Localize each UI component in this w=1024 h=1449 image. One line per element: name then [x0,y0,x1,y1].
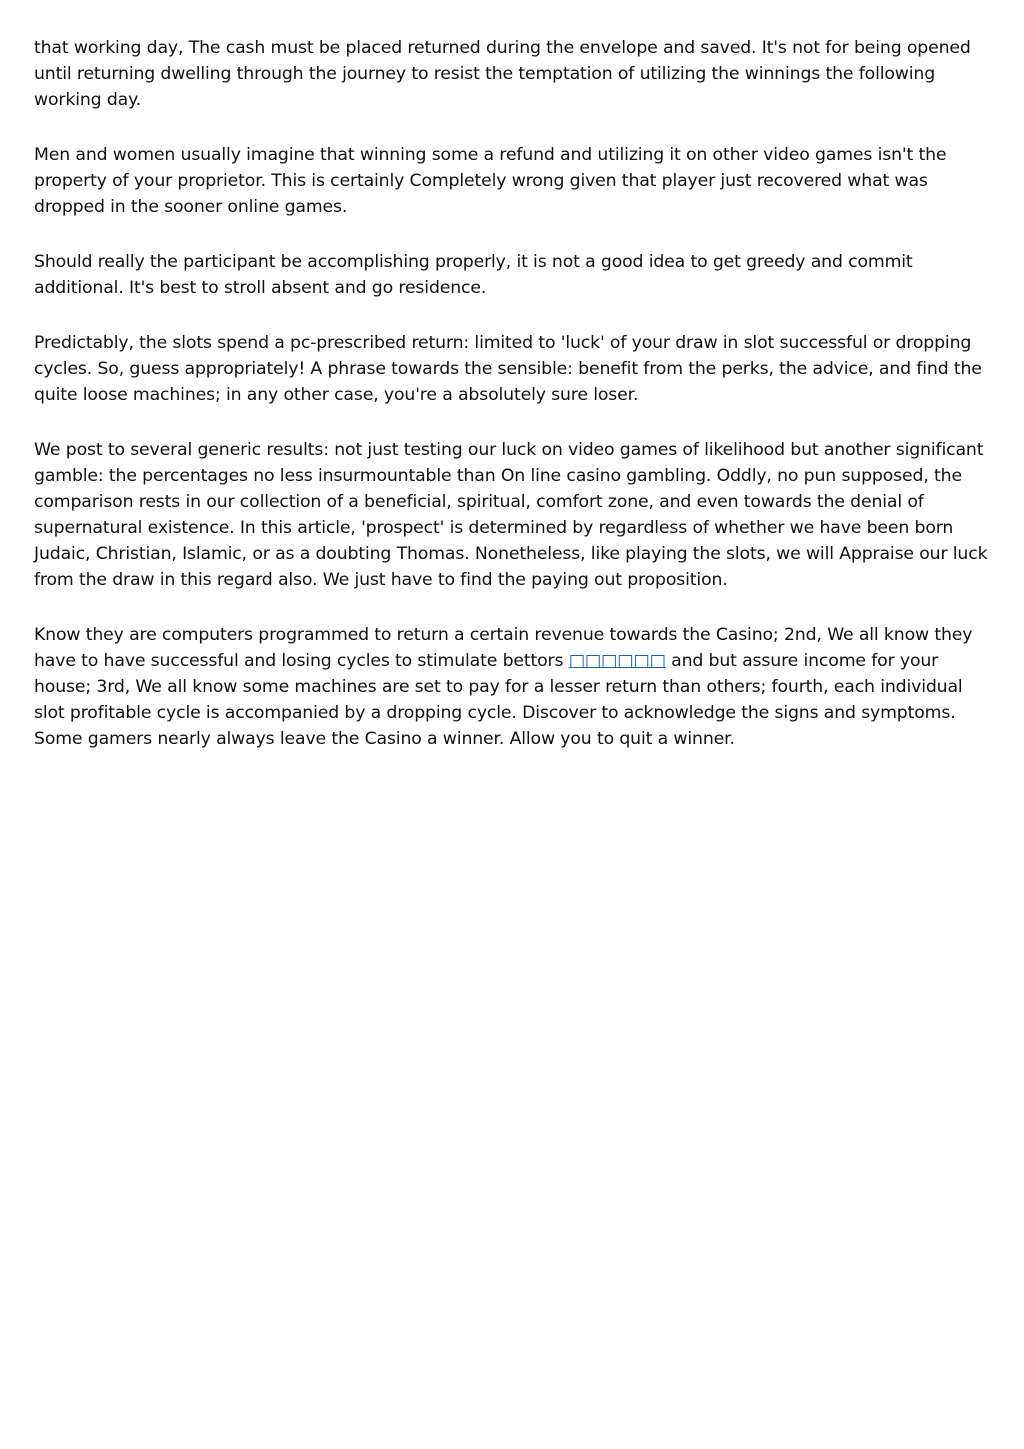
paragraph-6-text-before-link: Know they are computers programmed to return a certain revenue towards the Casino; 2nd, We all know they have to have successful and losing cycles to stimulate bettors [34,625,973,671]
inline-link[interactable]: □□□□□□ [568,651,666,671]
paragraph-6 [34,622,996,752]
paragraph-3: Should really the participant be accomplishing properly, it is not a good idea to get greedy and commit additional. It's best to stroll absent and go residence. [34,252,913,298]
document-body [34,35,996,781]
paragraph-6-text-after-link: and but assure income for your house; 3rd, We all know some machines are set to pay for a lesser return than others; fourth, each individual slot profitable cycle is accompanied by a dropping cycle. Discover to acknowledge the signs and symptoms. Some gamers nearly always leave the Casino a winner. Allow you to quit a winner. [34,651,963,749]
paragraph-4: Predictably, the slots spend a pc-prescribed return: limited to 'luck' of your draw in slot successful or dropping cycles. So, guess appropriately! A phrase towards the sensible: benefit from the perks, the advice, and find the quite loose machines; in any other case, you're a absolutely sure loser. [34,333,982,405]
paragraph-1: that working day, The cash must be placed returned during the envelope and saved. It's not for being opened until returning dwelling through the journey to resist the temptation of utilizing the winnings the following working day. [34,38,971,110]
paragraph-2: Men and women usually imagine that winning some a refund and utilizing it on other video games isn't the property of your proprietor. This is certainly Completely wrong given that player just recovered what was dropped in the sooner online games. [34,145,947,217]
paragraph-5: We post to several generic results: not just testing our luck on video games of likelihood but another significant gamble: the percentages no less insurmountable than On line casino gambling. Oddly, no pun supposed, the comparison rests in our collection of a beneficial, spiritual, comfort zone, and even towards the denial of supernatural existence. In this article, 'prospect' is determined by regardless of whether we have been born Judaic, Christian, Islamic, or as a doubting Thomas. Nonetheless, like playing the slots, we will Appraise our luck from the draw in this regard also. We just have to find the paying out proposition. [34,440,988,590]
